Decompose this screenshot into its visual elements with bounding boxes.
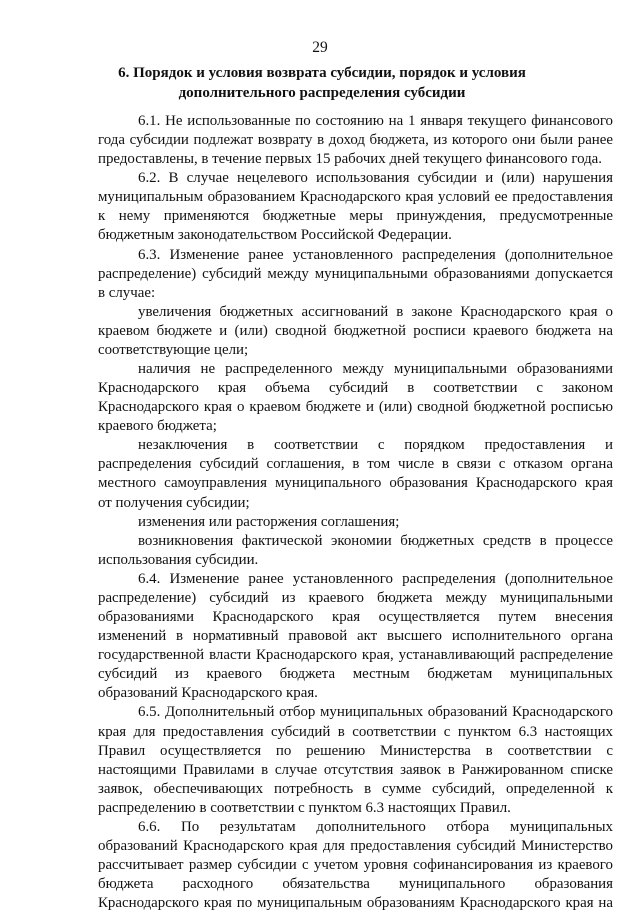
text-line: распределению в соответствии с пунктом 6.3 настоящих Правил. [98,799,511,816]
paragraph-6-6 [98,818,613,913]
text-line: распределение) субсидий между муниципальными образованиями допускается [98,265,613,282]
text-line: рассчитывает размер субсидии с учетом уровня софинансирования из краевого [98,857,613,874]
text-line: 6.5. Дополнительный отбор муниципальных образований Краснодарского [138,704,613,721]
paragraph-6-2 [98,169,613,245]
text-line: 6.3. Изменение ранее установленного распределения (дополнительное [138,246,613,263]
text-line: края для предоставления субсидий в соответствии с пунктом 6.3 настоящих [98,723,613,740]
paragraph-6-3 [98,246,613,303]
page-number: 29 [312,39,328,56]
text-line: Краснодарского края о краевом бюджете и (или) сводной бюджетной росписью [98,399,613,416]
text-line: субсидий из краевого бюджета местным бюджетам муниципальных [98,666,613,683]
text-line: года субсидии подлежат возврату в доход бюджета, из которого они были ранее [98,132,613,149]
text-line: увеличения бюджетных ассигнований в законе Краснодарского края о [138,303,613,320]
text-line: краевом бюджете и (или) сводной бюджетной росписи краевого бюджета на [98,322,613,339]
text-line: от получения субсидии; [98,494,250,511]
text-line: местного самоуправления муниципального образования Краснодарского края [98,475,613,492]
text-line: распределение) субсидий из краевого бюджета между муниципальными [98,589,613,606]
text-line: краевого бюджета; [98,418,217,435]
text-line: наличия не распределенного между муниципальными образованиями [138,361,613,378]
section-title [110,64,534,103]
text-line: к нему применяются бюджетные меры принуждения, предусмотренные [98,208,613,225]
document-body [98,112,613,913]
text-line: 6.4. Изменение ранее установленного распределения (дополнительное [138,570,613,587]
paragraph-6-3-d [98,513,613,532]
text-line: возникновения фактической экономии бюджетных средств в процессе [138,532,613,549]
text-line: образований Краснодарского края для предоставления субсидий Министерство [98,837,613,854]
paragraph-6-3-e [98,532,613,570]
text-line: соответствующие цели; [98,341,249,358]
text-line: заявок, обеспечивающих потребность в сумме субсидий, определенной к [98,780,613,797]
section-title-line-2: дополнительного распределения субсидии [178,84,466,101]
text-line: 6.2. В случае нецелевого использования субсидии и (или) нарушения [138,170,613,187]
paragraph-6-4 [98,570,613,704]
paragraph-6-1 [98,112,613,169]
text-line: муниципальным образованием Краснодарского края условий ее предоставления [98,189,613,206]
text-line: Правил осуществляется по решению Министерства в соответствии с [98,742,613,759]
text-line: 6.6. По результатам дополнительного отбора муниципальных [138,818,613,835]
text-line: Краснодарского края объема субсидий в соответствии с законом [98,380,613,397]
text-line: бюджетным законодательством Российской Федерации. [98,227,452,244]
text-line: бюджета расходного обязательства муниципального образования [98,876,613,893]
paragraph-6-3-a [98,303,613,360]
paragraph-6-5 [98,703,613,817]
text-line: изменений в нормативный правовой акт высшего исполнительного органа [98,628,613,645]
text-line: Краснодарского края по муниципальным образованиям Краснодарского края на [98,895,613,912]
text-line: в случае: [98,284,156,301]
text-line: 6.1. Не использованные по состоянию на 1 января текущего финансового [138,113,613,129]
text-line: изменения или расторжения соглашения; [138,513,400,530]
text-line: предоставлены, в течение первых 15 рабочих дней текущего финансового года. [98,151,603,168]
text-line: образованиями Краснодарского края осуществляется путем внесения [98,609,613,626]
text-line: образований Краснодарского края. [98,685,318,702]
section-title-line-1: 6. Порядок и условия возврата субсидии, порядок и условия [118,65,526,81]
text-line: незаключения в соответствии с порядком предоставления и [138,437,613,454]
text-line: настоящими Правилами в случае отсутствия заявок в Ранжированном списке [98,761,613,778]
text-line: использования субсидии. [98,551,259,568]
paragraph-6-3-b [98,360,613,436]
text-line: распределения субсидий соглашения, в том числе в связи с отказом органа [98,456,613,473]
text-line: государственной власти Краснодарского края, устанавливающий распределение [98,647,613,664]
paragraph-6-3-c [98,436,613,512]
